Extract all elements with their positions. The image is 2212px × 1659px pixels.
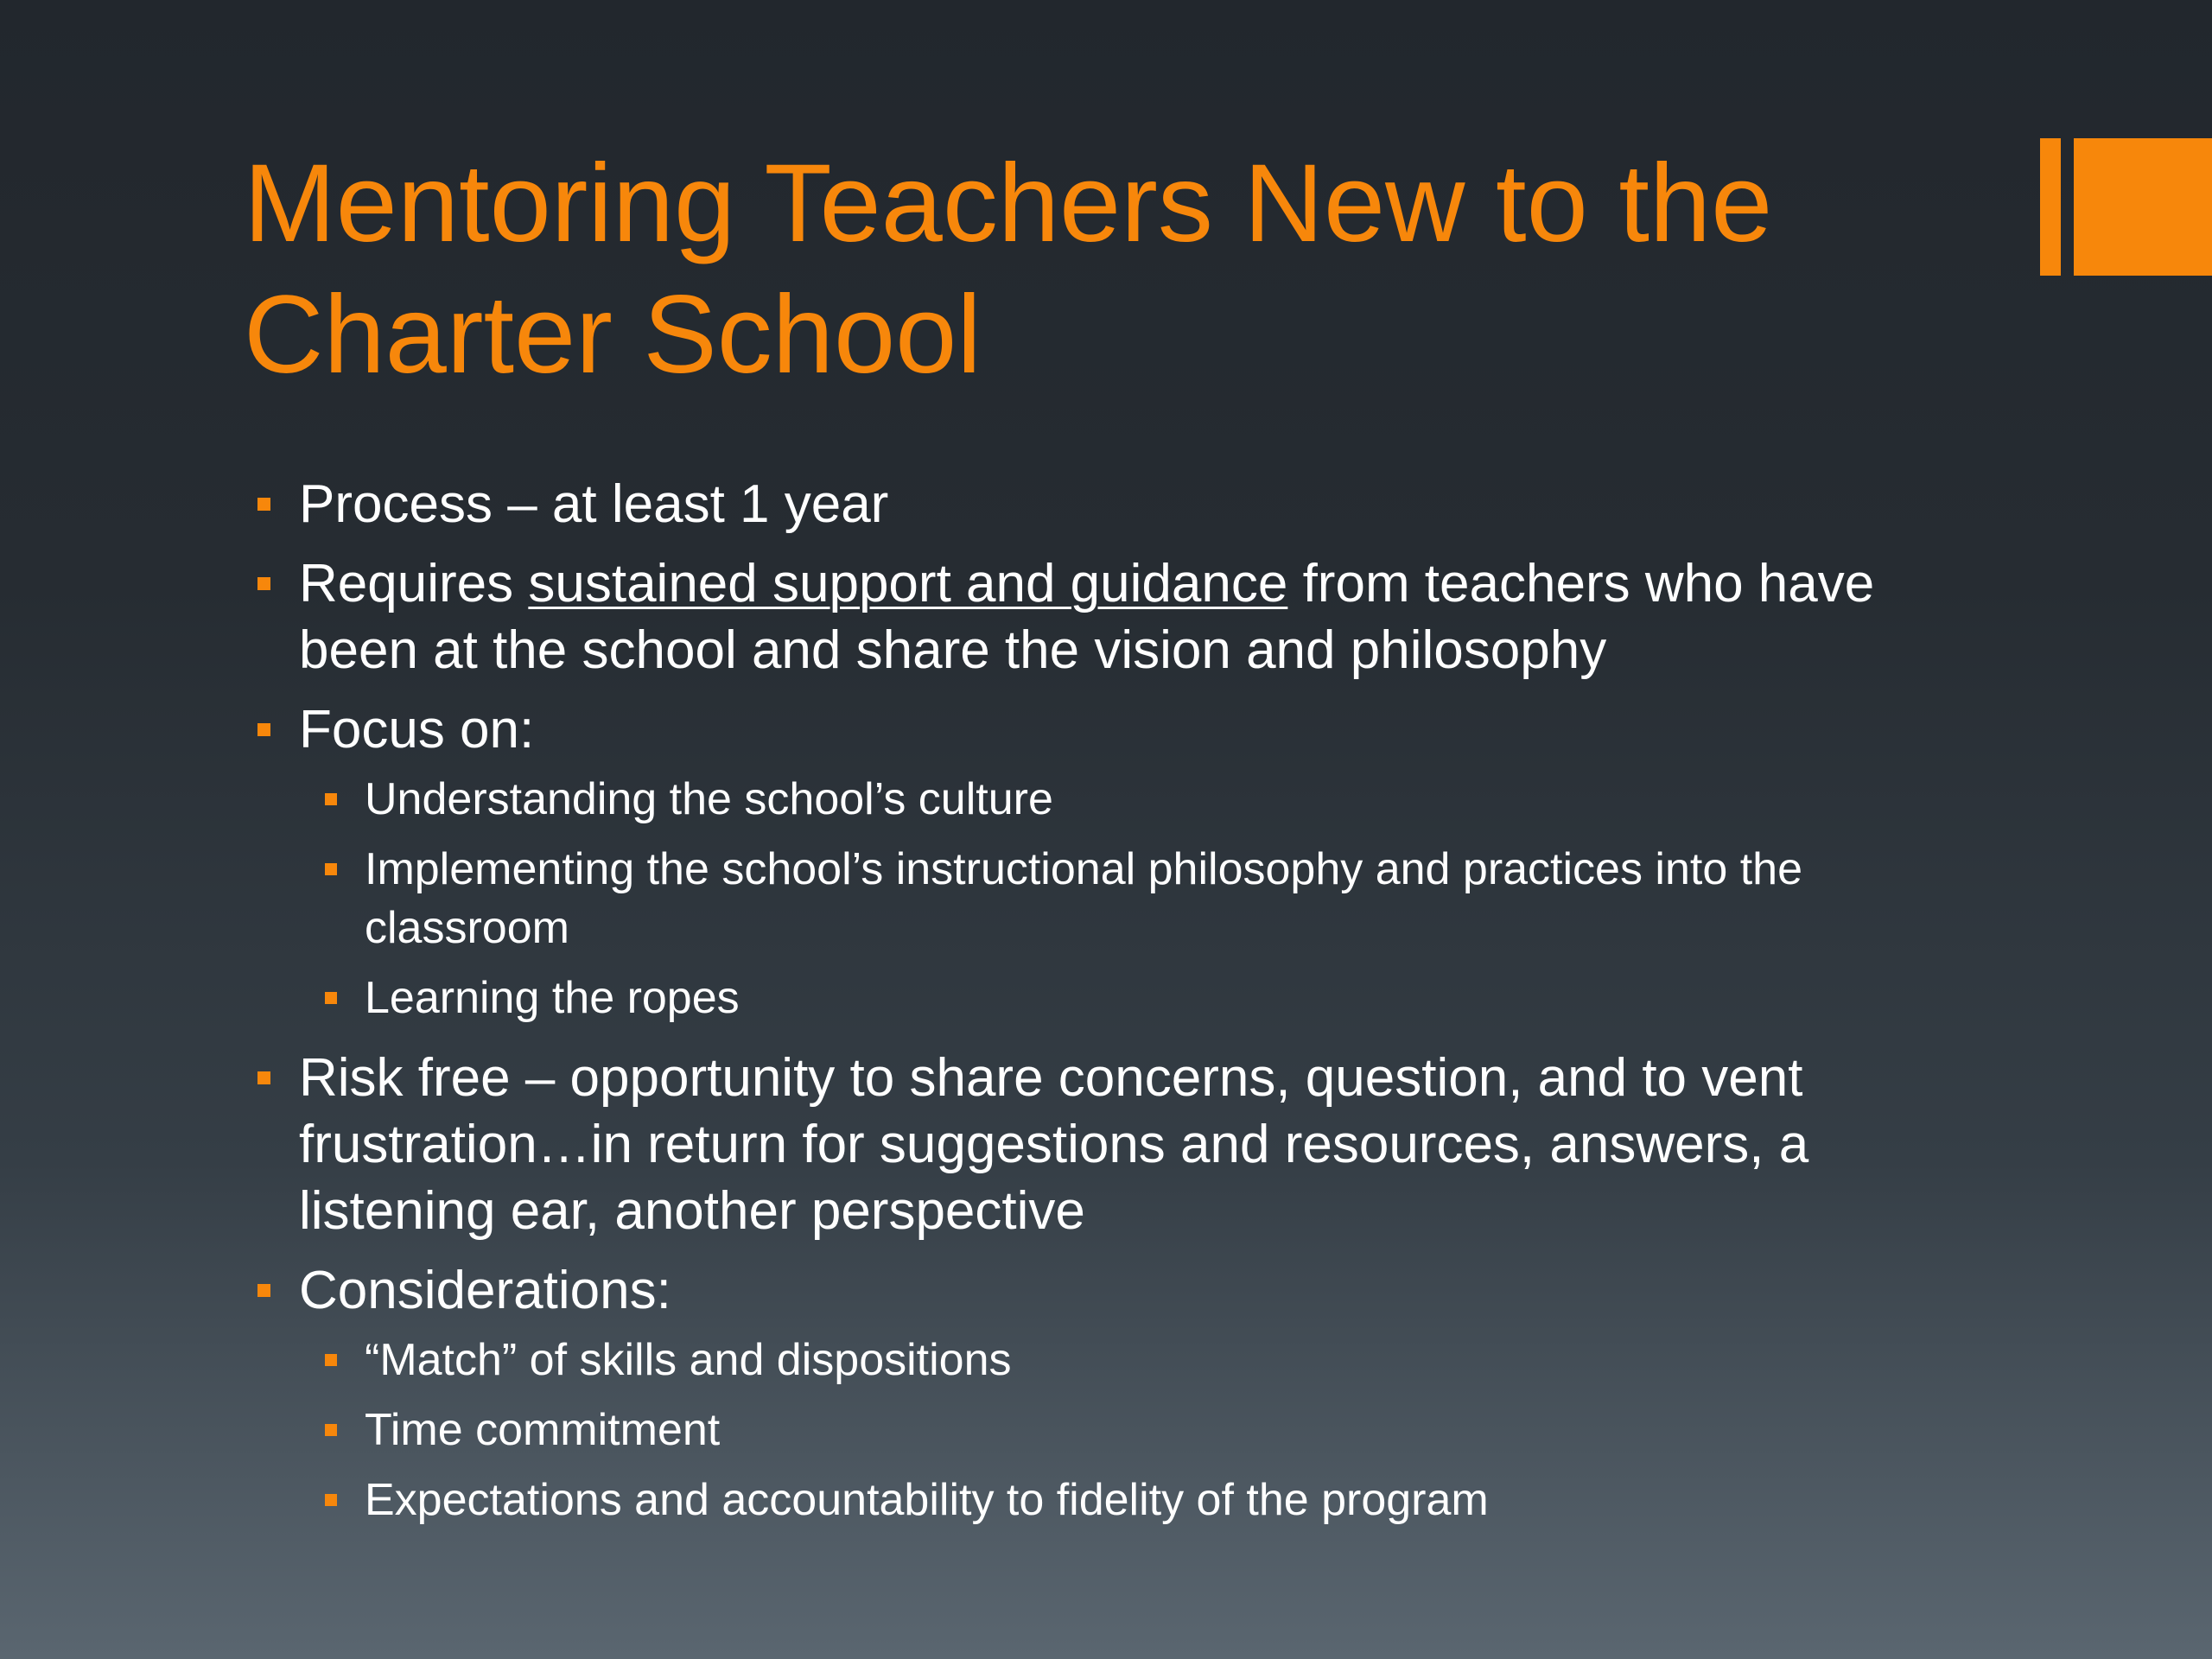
bullet-considerations <box>244 1257 1972 1324</box>
bullet-text: Focus on: <box>299 700 535 760</box>
sub-bullet-text: Expectations and accountability to fidelity of the program <box>365 1475 1489 1525</box>
sub-bullet-text: Understanding the school’s culture <box>365 774 1053 824</box>
underlined-phrase: sustained support and guidance <box>528 554 1288 613</box>
bullet-list <box>244 471 1972 1541</box>
bullet-text-prefix: Requires <box>299 554 529 613</box>
title-line-1: Mentoring Teachers New to the <box>244 142 1773 265</box>
bullet-process <box>244 471 1972 537</box>
accent-bar-block <box>2074 138 2212 276</box>
sub-bullet-culture <box>244 770 1972 829</box>
square-bullet-icon <box>257 577 270 590</box>
square-bullet-icon <box>257 498 270 511</box>
title-line-2: Charter School <box>244 273 982 397</box>
sub-bullet-implementing <box>244 840 1972 957</box>
square-bullet-icon <box>325 1354 337 1366</box>
bullet-focus <box>244 696 1972 763</box>
bullet-text: Process – at least 1 year <box>299 474 889 534</box>
sub-bullet-text: Learning the ropes <box>365 973 740 1023</box>
sub-bullet-ropes <box>244 969 1972 1027</box>
bullet-text: Risk free – opportunity to share concerns, question, and to vent frustration…in return for suggestions and resources, answers, a listening ear, another perspective <box>299 1048 1809 1241</box>
sub-bullet-text: Implementing the school’s instructional philosophy and practices into the classroom <box>365 844 1802 953</box>
bullet-requires <box>244 550 1972 683</box>
sub-bullet-match <box>244 1331 1972 1389</box>
bullet-risk-free <box>244 1045 1972 1244</box>
sub-bullet-expectations <box>244 1471 1972 1529</box>
square-bullet-icon <box>325 992 337 1004</box>
sub-bullet-text: Time commitment <box>365 1405 721 1455</box>
square-bullet-icon <box>325 863 337 875</box>
square-bullet-icon <box>257 1071 270 1084</box>
slide-title <box>244 138 1972 401</box>
bullet-text-suffix: from teachers who have been at the school and share the vision and philosophy <box>299 554 1875 680</box>
square-bullet-icon <box>325 793 337 805</box>
square-bullet-icon <box>325 1424 337 1436</box>
sub-bullet-text: “Match” of skills and dispositions <box>365 1335 1012 1385</box>
square-bullet-icon <box>257 1284 270 1297</box>
bullet-text: Considerations: <box>299 1261 671 1320</box>
accent-bar-thin <box>2040 138 2061 276</box>
square-bullet-icon <box>325 1494 337 1506</box>
square-bullet-icon <box>257 723 270 736</box>
sub-bullet-time <box>244 1401 1972 1459</box>
